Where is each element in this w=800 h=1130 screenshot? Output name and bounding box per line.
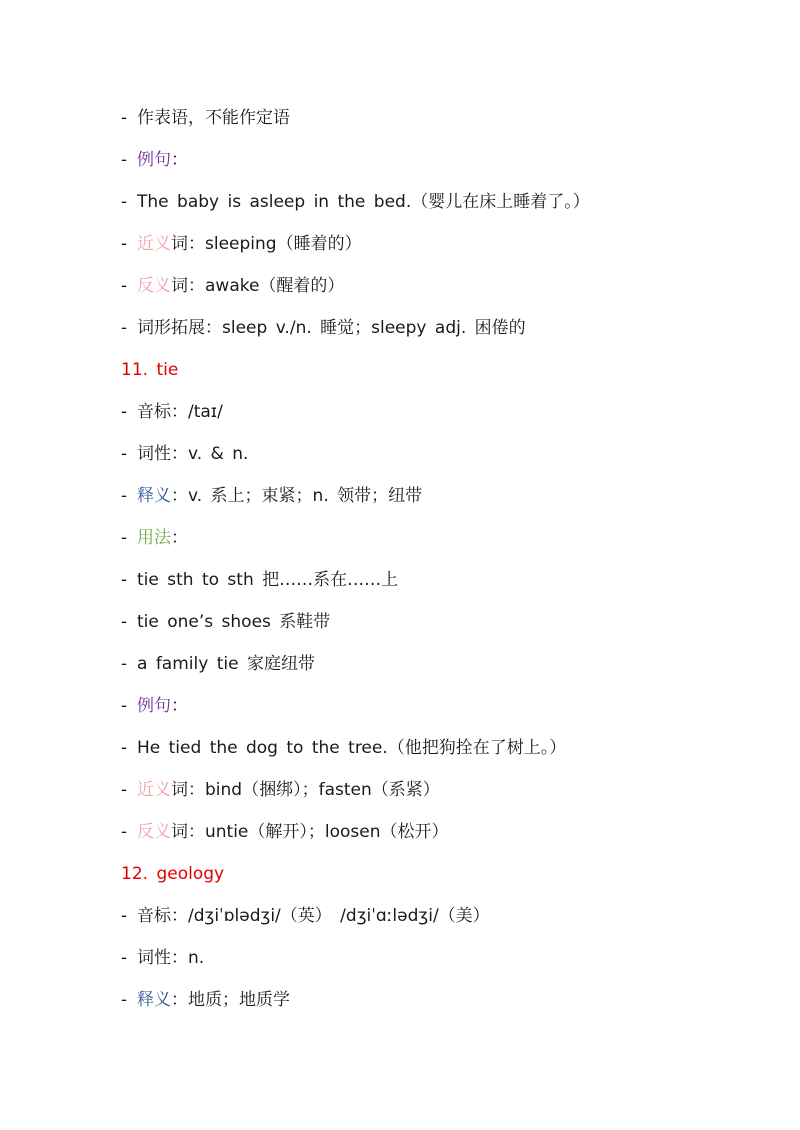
line-text: The baby is asleep in the bed.（婴儿在床上睡着了。）	[137, 192, 590, 212]
note-line	[121, 820, 760, 844]
note-line	[121, 736, 760, 760]
antonym-label: 反义	[137, 822, 171, 842]
note-line	[121, 316, 760, 340]
bullet-dash: -	[121, 528, 128, 548]
note-line	[121, 652, 760, 676]
note-line	[121, 484, 760, 508]
note-line	[121, 946, 760, 970]
bullet-dash: -	[121, 906, 128, 926]
usage-label: 用法	[137, 528, 171, 548]
example-label: 例句	[137, 150, 171, 170]
bullet-dash: -	[121, 570, 128, 590]
note-line	[121, 148, 760, 172]
note-line	[121, 568, 760, 592]
bullet-dash: -	[121, 402, 128, 422]
word-heading: 11. tie	[121, 360, 179, 380]
definition-label: 释义	[137, 486, 171, 506]
line-text: tie sth to sth 把……系在……上	[137, 570, 399, 590]
bullet-dash: -	[121, 276, 128, 296]
bullet-dash: -	[121, 948, 128, 968]
definition-label: 释义	[137, 990, 171, 1010]
line-text: 词：awake（醒着的）	[171, 276, 345, 296]
note-line	[121, 400, 760, 424]
line-text: 词性：n.	[137, 948, 205, 968]
line-text: 词：untie（解开）；loosen（松开）	[171, 822, 449, 842]
line-text: 词：sleeping（睡着的）	[171, 234, 362, 254]
bullet-dash: -	[121, 654, 128, 674]
note-line	[121, 526, 760, 550]
bullet-dash: -	[121, 234, 128, 254]
line-text: 作表语，不能作定语	[137, 108, 290, 128]
note-line	[121, 232, 760, 256]
bullet-dash: -	[121, 192, 128, 212]
line-text: ：	[171, 150, 188, 170]
bullet-dash: -	[121, 612, 128, 632]
line-text: ：v. 系上；束紧；n. 领带；纽带	[171, 486, 423, 506]
bullet-dash: -	[121, 780, 128, 800]
line-text: 词：bind（捆绑）；fasten（系紧）	[171, 780, 440, 800]
line-text: 音标：/taɪ/	[137, 402, 223, 422]
note-line	[121, 106, 760, 130]
bullet-dash: -	[121, 444, 128, 464]
note-line	[121, 988, 760, 1012]
bullet-dash: -	[121, 318, 128, 338]
note-line	[121, 274, 760, 298]
antonym-label: 反义	[137, 276, 171, 296]
example-label: 例句	[137, 696, 171, 716]
bullet-dash: -	[121, 108, 128, 128]
note-line	[121, 190, 760, 214]
line-text: a family tie 家庭纽带	[137, 654, 315, 674]
line-text: 音标：/dʒiˈɒlədʒi/（英） /dʒiˈɑːlədʒi/（美）	[137, 906, 490, 926]
line-text: ：	[171, 528, 188, 548]
bullet-dash: -	[121, 738, 128, 758]
synonym-label: 近义	[137, 234, 171, 254]
synonym-label: 近义	[137, 780, 171, 800]
line-text: 词形拓展：sleep v./n. 睡觉；sleepy adj. 困倦的	[137, 318, 526, 338]
bullet-dash: -	[121, 486, 128, 506]
bullet-dash: -	[121, 822, 128, 842]
note-line	[121, 904, 760, 928]
bullet-dash: -	[121, 696, 128, 716]
line-text: 词性：v. & n.	[137, 444, 249, 464]
note-line	[121, 778, 760, 802]
line-text: ：地质；地质学	[171, 990, 290, 1010]
note-line	[121, 694, 760, 718]
line-text: He tied the dog to the tree.（他把狗拴在了树上。）	[137, 738, 567, 758]
note-line	[121, 442, 760, 466]
bullet-dash: -	[121, 990, 128, 1010]
note-line	[121, 610, 760, 634]
bullet-dash: -	[121, 150, 128, 170]
line-text: tie one’s shoes 系鞋带	[137, 612, 331, 632]
word-heading: 12. geology	[121, 864, 225, 884]
line-text: ：	[171, 696, 188, 716]
